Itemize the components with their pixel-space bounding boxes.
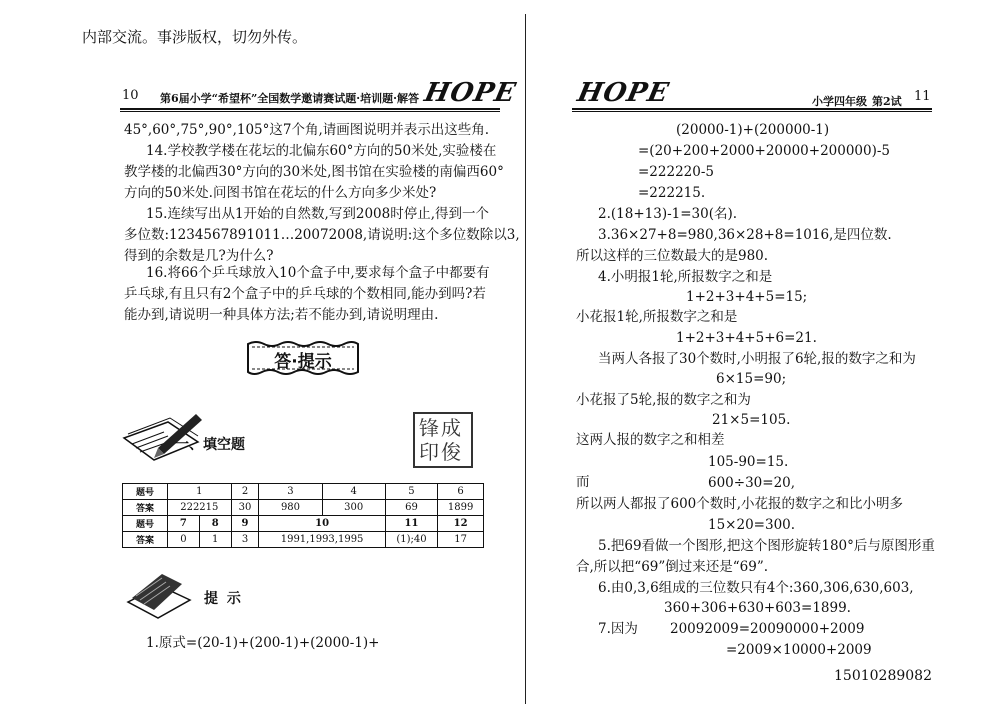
table-cell: 12: [438, 516, 484, 532]
right-line: (20000-1)+(200000-1): [676, 122, 830, 138]
table-cell: 3: [231, 532, 259, 548]
table-cell: 69: [385, 500, 437, 516]
table-cell: 答案: [123, 532, 168, 548]
right-line: 105-90=15.: [708, 454, 789, 470]
left-line: 45°,60°,75°,90°,105°这7个角,请画图说明并表示出这些角.: [124, 122, 490, 138]
right-line: =2009×10000+2009: [726, 642, 872, 658]
right-line: 这两人报的数字之和相差: [576, 432, 725, 448]
table-cell: 980: [259, 500, 322, 516]
left-line: 能办到,请说明一种具体方法;若不能办到,请说明理由.: [124, 307, 439, 323]
right-hope-logo: HOPE: [574, 78, 672, 108]
answer-banner-text: 答·提示: [274, 352, 332, 372]
right-line: 6.由0,3,6组成的三位数只有4个:360,306,630,603,: [598, 580, 914, 596]
right-line: 6×15=90;: [716, 371, 787, 387]
right-line: 1+2+3+4+5=15;: [686, 289, 808, 305]
answer-banner: [242, 338, 364, 378]
answer-table: [122, 483, 484, 548]
right-header-test: 第2试: [872, 95, 902, 108]
left-line: 乒乓球,有且只有2个盒子中的乒乓球的个数相同,能办到吗?若: [124, 286, 486, 302]
right-header-grade: 小学四年级: [812, 95, 867, 108]
table-cell: 1: [168, 484, 232, 500]
right-line: 5.把69看做一个图形,把这个图形旋转180°后与原图形重: [598, 538, 935, 554]
table-row: [123, 500, 484, 516]
right-line: 4.小明报1轮,所报数字之和是: [598, 269, 773, 285]
right-line: 而: [576, 474, 590, 490]
page-gutter: [525, 14, 526, 704]
seal-text: 锋成印俊: [419, 416, 463, 464]
left-hope-logo: HOPE: [421, 78, 519, 108]
table-cell: 答案: [123, 500, 168, 516]
table-cell: 1899: [438, 500, 484, 516]
table-row: [123, 516, 484, 532]
book-hint-icon: [124, 566, 196, 622]
right-line: 合,所以把“69”倒过来还是“69”.: [576, 559, 769, 575]
right-header-rule: [572, 108, 932, 110]
table-cell: 11: [385, 516, 437, 532]
right-line: 当两人各报了30个数时,小明报了6轮,报的数字之和为: [598, 351, 916, 367]
table-cell: 1991,1993,1995: [259, 532, 385, 548]
right-page-number: 11: [914, 89, 931, 104]
table-cell: 10: [259, 516, 385, 532]
right-line: 小花报1轮,所报数字之和是: [576, 309, 738, 325]
table-cell: 4: [322, 484, 385, 500]
right-line: 360+306+630+603=1899.: [664, 600, 851, 616]
table-cell: 7: [168, 516, 200, 532]
left-page-number: 10: [122, 88, 139, 103]
table-cell: 300: [322, 500, 385, 516]
right-line: 小花报了5轮,报的数字之和为: [576, 392, 751, 408]
right-line: 1+2+3+4+5+6=21.: [676, 330, 817, 346]
right-line: 2.(18+13)-1=30(名).: [598, 206, 738, 222]
table-cell: 0: [168, 532, 200, 548]
right-line: =222220-5: [638, 164, 714, 180]
table-cell: 9: [231, 516, 259, 532]
right-line: 15×20=300.: [708, 517, 796, 533]
left-line: 14.学校教学楼在花坛的北偏东60°方向的50米处,实验楼在: [146, 143, 497, 159]
table-cell: 8: [199, 516, 231, 532]
table-cell: 3: [259, 484, 322, 500]
phone-number: 15010289082: [834, 668, 932, 684]
left-line: 1.原式=(20-1)+(200-1)+(2000-1)+: [146, 635, 380, 651]
right-line: 20092009=20090000+2009: [670, 621, 865, 637]
right-line: 3.36×27+8=980,36×28+8=1016,是四位数.: [598, 227, 892, 243]
left-line: 方向的50米处.问图书馆在花坛的什么方向多少米处?: [124, 185, 437, 201]
table-cell: 题号: [123, 484, 168, 500]
fill-blank-heading: 一、填空题: [175, 437, 245, 453]
table-cell: 2: [231, 484, 259, 500]
table-cell: 题号: [123, 516, 168, 532]
right-line: =(20+200+2000+20000+200000)-5: [638, 143, 891, 159]
table-cell: 30: [231, 500, 259, 516]
table-cell: 222215: [168, 500, 232, 516]
table-row: [123, 532, 484, 548]
right-line: 21×5=105.: [712, 412, 791, 428]
watermark-text: 内部交流。事涉版权，切勿外传。: [82, 28, 308, 46]
table-cell: 6: [438, 484, 484, 500]
left-header-rule-thin: [120, 111, 500, 112]
left-line: 得到的余数是几?为什么?: [124, 248, 274, 264]
right-line: =222215.: [638, 185, 706, 201]
left-line: 16.将66个乒乓球放入10个盒子中,要求每个盒子中都要有: [146, 265, 490, 281]
table-cell: 5: [385, 484, 437, 500]
left-header-title: 第6届小学“希望杯”全国数学邀请赛试题·培训题·解答: [160, 92, 419, 105]
right-line: 所以两人都报了600个数时,小花报的数字之和比小明多: [576, 496, 904, 512]
right-line: 600÷30=20,: [708, 475, 796, 491]
left-line: 教学楼的北偏西30°方向的30米处,图书馆在实验楼的南偏西60°: [124, 164, 504, 180]
left-line: 15.连续写出从1开始的自然数,写到2008时停止,得到一个: [146, 206, 489, 222]
table-cell: 17: [438, 532, 484, 548]
left-line: 多位数:1234567891011…20072008,请说明:这个多位数除以3,: [124, 227, 520, 243]
table-row: [123, 484, 484, 500]
right-line: 所以这样的三位数最大的是980.: [576, 248, 769, 264]
left-header-rule: [120, 108, 500, 110]
seal-stamp: [413, 412, 473, 468]
table-cell: 1: [199, 532, 231, 548]
right-header-rule-thin: [572, 111, 932, 112]
right-line: 7.因为: [598, 621, 638, 637]
hint-heading: 提 示: [204, 591, 243, 607]
table-cell: (1);40: [385, 532, 437, 548]
